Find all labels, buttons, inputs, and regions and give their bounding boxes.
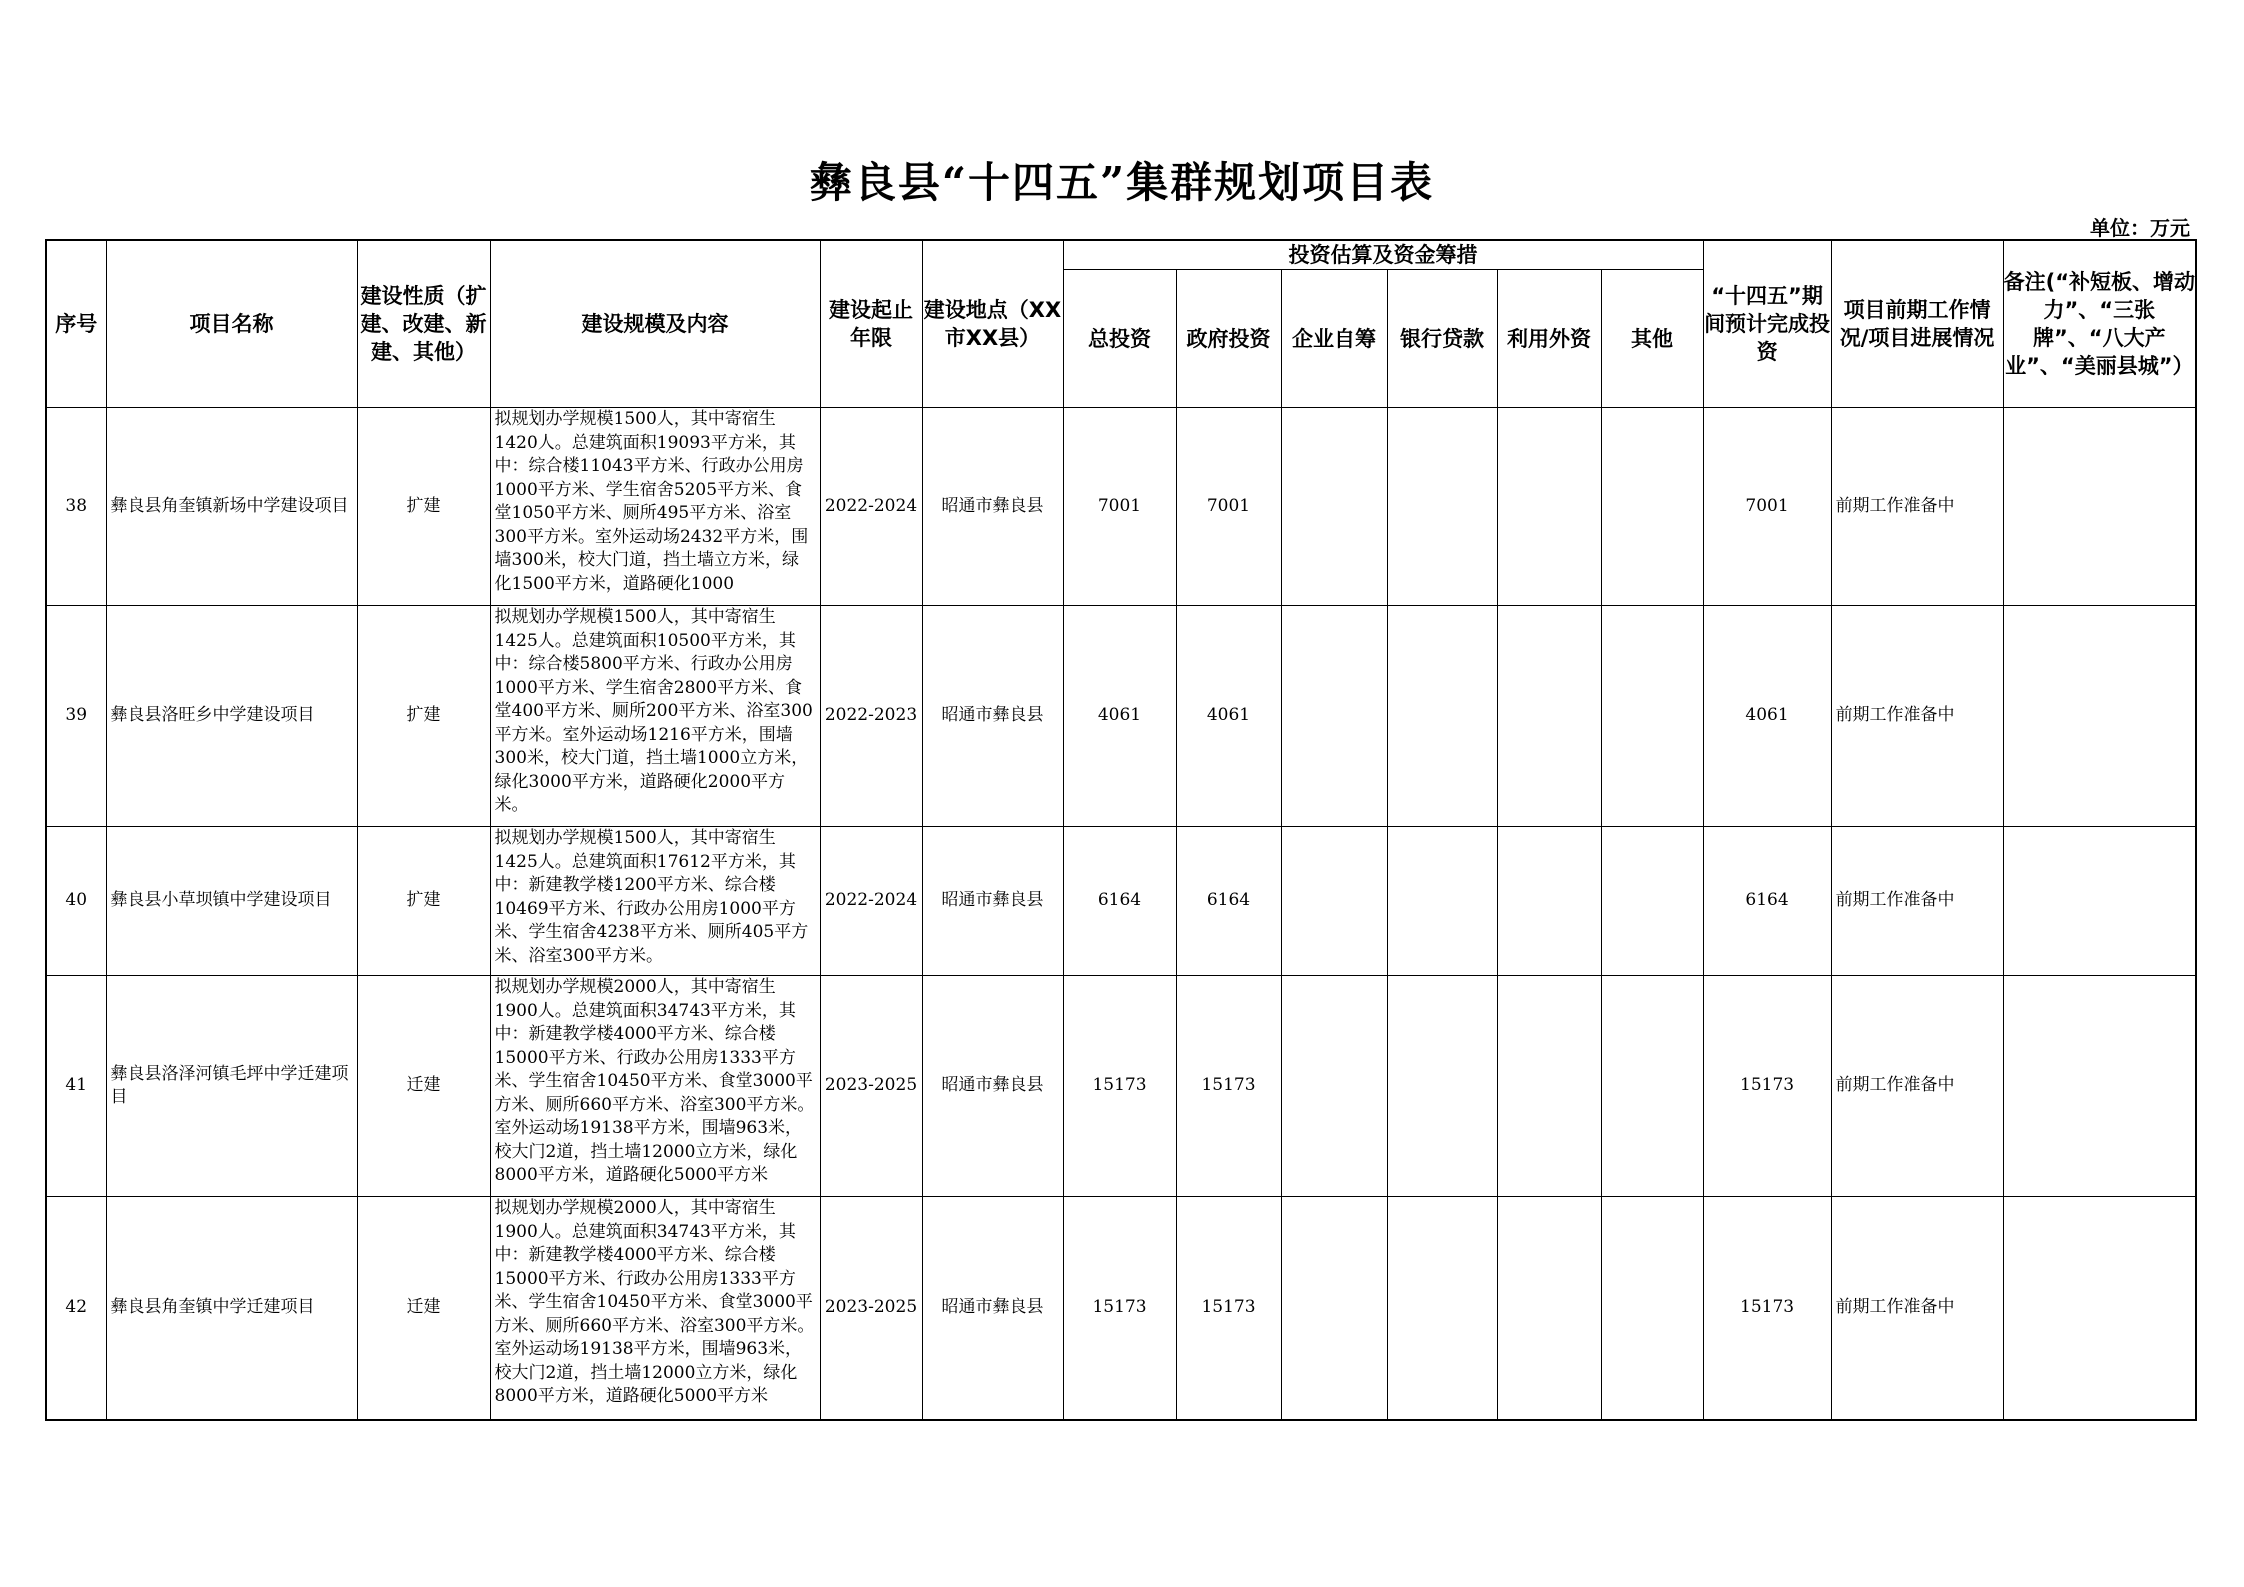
header-expected: “十四五”期间预计完成投资 — [1703, 240, 1831, 408]
cell-name: 彝良县洛泽河镇毛坪中学迁建项目 — [106, 976, 357, 1197]
cell-name: 彝良县角奎镇中学迁建项目 — [106, 1197, 357, 1421]
cell-scale — [490, 827, 820, 976]
cell-bank — [1387, 408, 1497, 606]
header-seq: 序号 — [46, 240, 106, 408]
cell-remark — [2003, 1197, 2196, 1421]
header-name: 项目名称 — [106, 240, 357, 408]
cell-expected: 7001 — [1703, 408, 1831, 606]
cell-foreign — [1497, 606, 1601, 827]
cell-total: 15173 — [1063, 976, 1176, 1197]
cell-period: 2023-2025 — [820, 976, 922, 1197]
cell-enterprise — [1281, 606, 1387, 827]
cell-scale-text: 拟规划办学规模1500人，其中寄宿生1420人。总建筑面积19093平方米，其中：综合楼11043平方米、行政办公用房1000平方米、学生宿舍5205平方米、食堂1050平方米、厕所495平方米、浴室300平方米。室外运动场2432平方米，围墙300米，校大门道，挡土墙立方米，绿化1500平方米，道路硬化1000 — [494, 409, 809, 594]
cell-other — [1601, 606, 1703, 827]
cell-other — [1601, 976, 1703, 1197]
cell-name: 彝良县小草坝镇中学建设项目 — [106, 827, 357, 976]
table-row — [46, 408, 2196, 606]
unit-label: 单位：万元 — [2090, 216, 2190, 240]
cell-gov: 7001 — [1176, 408, 1281, 606]
header-investment-group: 投资估算及资金筹措 — [1063, 240, 1703, 270]
cell-nature: 扩建 — [357, 827, 490, 976]
cell-seq: 39 — [46, 606, 106, 827]
header-nature: 建设性质（扩建、改建、新建、其他） — [357, 240, 490, 408]
cell-scale — [490, 976, 820, 1197]
cell-other — [1601, 827, 1703, 976]
cell-other — [1601, 408, 1703, 606]
cell-scale-text: 拟规划办学规模1500人，其中寄宿生1425人。总建筑面积10500平方米，其中：综合楼5800平方米、行政办公用房1000平方米、学生宿舍2800平方米、食堂400平方米、厕所200平方米、浴室300平方米。室外运动场1216平方米，围墙300米，校大门道，挡土墙1000立方米，绿化3000平方米，道路硬化2000平方米。 — [494, 607, 813, 815]
cell-scale — [490, 1197, 820, 1421]
cell-expected: 4061 — [1703, 606, 1831, 827]
table-row — [46, 1197, 2196, 1421]
cell-period: 2022-2024 — [820, 827, 922, 976]
cell-location: 昭通市彝良县 — [922, 1197, 1063, 1421]
cell-enterprise — [1281, 408, 1387, 606]
cell-nature: 扩建 — [357, 606, 490, 827]
cell-progress: 前期工作准备中 — [1831, 827, 2003, 976]
cell-total: 15173 — [1063, 1197, 1176, 1421]
cell-foreign — [1497, 408, 1601, 606]
cell-gov: 4061 — [1176, 606, 1281, 827]
cell-nature: 迁建 — [357, 976, 490, 1197]
header-progress: 项目前期工作情况/项目进展情况 — [1831, 240, 2003, 408]
header-bank: 银行贷款 — [1387, 270, 1497, 408]
cell-remark — [2003, 976, 2196, 1197]
cell-remark — [2003, 606, 2196, 827]
cell-location: 昭通市彝良县 — [922, 408, 1063, 606]
cell-period: 2022-2023 — [820, 606, 922, 827]
cell-gov: 15173 — [1176, 1197, 1281, 1421]
table-row — [46, 976, 2196, 1197]
cell-seq: 41 — [46, 976, 106, 1197]
header-other: 其他 — [1601, 270, 1703, 408]
cell-seq: 38 — [46, 408, 106, 606]
cell-foreign — [1497, 976, 1601, 1197]
header-period: 建设起止年限 — [820, 240, 922, 408]
cell-name: 彝良县洛旺乡中学建设项目 — [106, 606, 357, 827]
cell-remark — [2003, 827, 2196, 976]
cell-expected: 6164 — [1703, 827, 1831, 976]
cell-period: 2022-2024 — [820, 408, 922, 606]
cell-progress: 前期工作准备中 — [1831, 1197, 2003, 1421]
cell-bank — [1387, 606, 1497, 827]
cell-location: 昭通市彝良县 — [922, 976, 1063, 1197]
cell-remark — [2003, 408, 2196, 606]
header-enterprise: 企业自筹 — [1281, 270, 1387, 408]
header-scale: 建设规模及内容 — [490, 240, 820, 408]
cell-seq: 42 — [46, 1197, 106, 1421]
cell-name: 彝良县角奎镇新场中学建设项目 — [106, 408, 357, 606]
cell-nature: 迁建 — [357, 1197, 490, 1421]
cell-progress: 前期工作准备中 — [1831, 976, 2003, 1197]
cell-total: 4061 — [1063, 606, 1176, 827]
cell-bank — [1387, 827, 1497, 976]
header-total: 总投资 — [1063, 270, 1176, 408]
cell-seq: 40 — [46, 827, 106, 976]
cell-foreign — [1497, 827, 1601, 976]
cell-scale — [490, 606, 820, 827]
table-row — [46, 606, 2196, 827]
cell-enterprise — [1281, 1197, 1387, 1421]
table-row — [46, 827, 2196, 976]
cell-foreign — [1497, 1197, 1601, 1421]
cell-scale — [490, 408, 820, 606]
page-title: 彝良县“十四五”集群规划项目表 — [809, 158, 1435, 207]
header-remark: 备注(“补短板、增动力”、“三张牌”、“八大产业”、“美丽县城”） — [2003, 240, 2196, 408]
cell-total: 7001 — [1063, 408, 1176, 606]
cell-period: 2023-2025 — [820, 1197, 922, 1421]
cell-location: 昭通市彝良县 — [922, 827, 1063, 976]
header-location: 建设地点（XX市XX县） — [922, 240, 1063, 408]
cell-gov: 15173 — [1176, 976, 1281, 1197]
cell-gov: 6164 — [1176, 827, 1281, 976]
cell-scale-text: 拟规划办学规模2000人，其中寄宿生1900人。总建筑面积34743平方米，其中：新建教学楼4000平方米、综合楼15000平方米、行政办公用房1333平方米、学生宿舍10450平方米、食堂3000平方米、厕所660平方米、浴室300平方米。室外运动场19138平方米，围墙963米，校大门2道，挡土墙12000立方米，绿化8000平方米，道路硬化5000平方米 — [494, 1198, 815, 1406]
cell-nature: 扩建 — [357, 408, 490, 606]
cell-enterprise — [1281, 976, 1387, 1197]
cell-progress: 前期工作准备中 — [1831, 606, 2003, 827]
cell-bank — [1387, 1197, 1497, 1421]
cell-scale-text: 拟规划办学规模1500人，其中寄宿生1425人。总建筑面积17612平方米，其中：新建教学楼1200平方米、综合楼10469平方米、行政办公用房1000平方米、学生宿舍4238平方米、厕所405平方米、浴室300平方米。 — [494, 828, 809, 966]
cell-bank — [1387, 976, 1497, 1197]
cell-enterprise — [1281, 827, 1387, 976]
cell-expected: 15173 — [1703, 976, 1831, 1197]
cell-total: 6164 — [1063, 827, 1176, 976]
cell-expected: 15173 — [1703, 1197, 1831, 1421]
cell-progress: 前期工作准备中 — [1831, 408, 2003, 606]
header-gov: 政府投资 — [1176, 270, 1281, 408]
cell-other — [1601, 1197, 1703, 1421]
cell-location: 昭通市彝良县 — [922, 606, 1063, 827]
header-foreign: 利用外资 — [1497, 270, 1601, 408]
cell-scale-text: 拟规划办学规模2000人，其中寄宿生1900人。总建筑面积34743平方米，其中：新建教学楼4000平方米、综合楼15000平方米、行政办公用房1333平方米、学生宿舍10450平方米、食堂3000平方米、厕所660平方米、浴室300平方米。室外运动场19138平方米，围墙963米，校大门2道，挡土墙12000立方米，绿化8000平方米，道路硬化5000平方米 — [494, 977, 815, 1185]
project-table — [45, 239, 2197, 1421]
